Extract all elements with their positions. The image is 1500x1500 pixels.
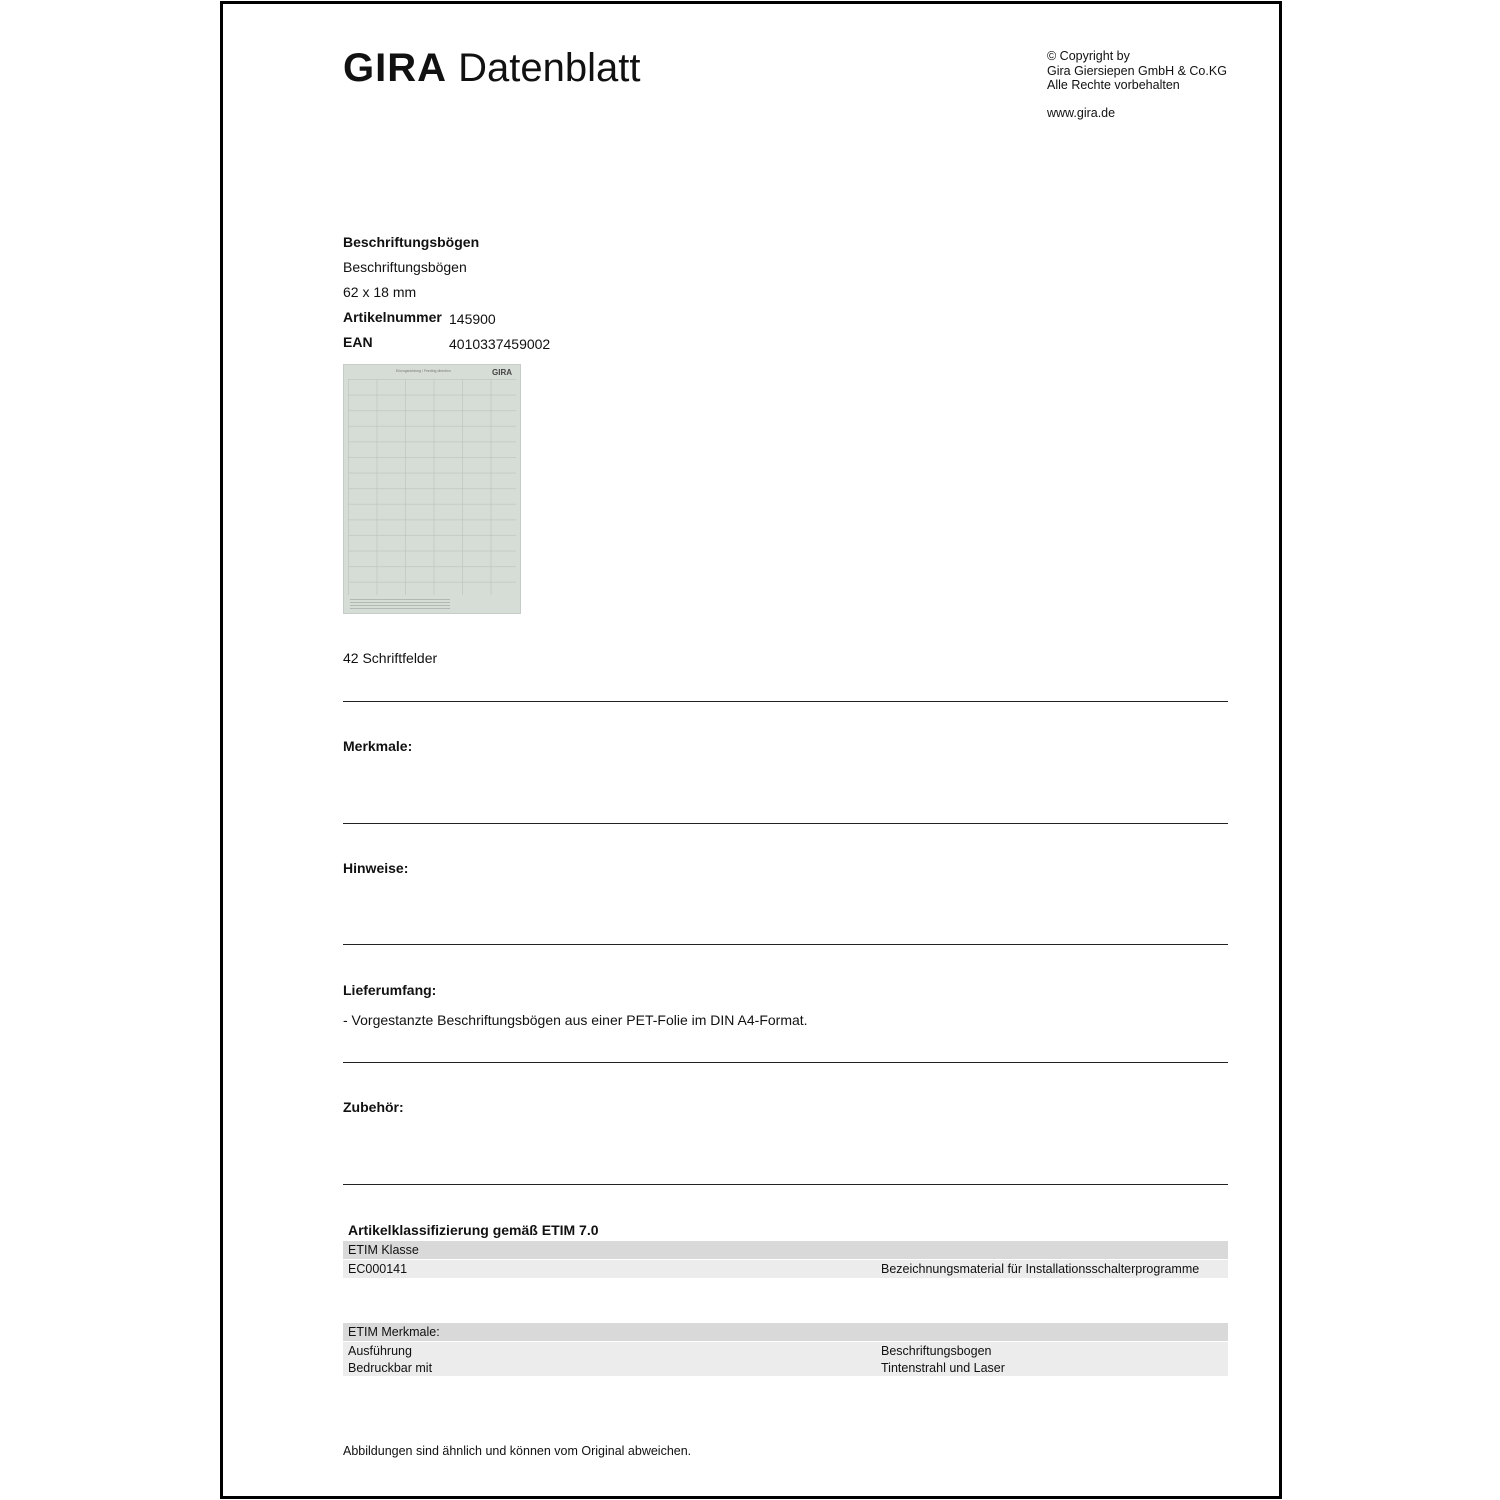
etim-feature-label: Bedruckbar mit [348,1361,433,1375]
table-row [343,1342,1228,1359]
lieferumfang-text: - Vorgestanzte Beschriftungsbögen aus einer PET-Folie im DIN A4-Format. [343,1012,808,1028]
product-size: 62 x 18 mm [343,284,417,300]
product-image [343,364,521,614]
etim-features-header-label: ETIM Merkmale: [348,1325,440,1339]
etim-class-header-label: ETIM Klasse [348,1243,419,1257]
product-title: Beschriftungsbögen [343,234,480,250]
label-grid [348,379,516,595]
divider [343,701,1228,702]
copyright-line: © Copyright by [1047,49,1130,63]
etim-feature-value: Beschriftungsbogen [881,1344,992,1358]
divider [343,1184,1228,1185]
brand-subtitle: Datenblatt [458,46,641,90]
etim-feature-label: Ausführung [348,1344,412,1358]
etim-title: Artikelklassifizierung gemäß ETIM 7.0 [348,1222,599,1238]
copyright-block [1047,49,1227,93]
ean-label: EAN [343,334,373,350]
brand-title [343,46,640,91]
zubehoer-heading: Zubehör: [343,1099,404,1115]
ean-value: 4010337459002 [449,336,551,352]
etim-feature-value: Tintenstrahl und Laser [881,1361,1005,1375]
etim-class-description: Bezeichnungsmaterial für Installationsschalterprogramme [881,1262,1200,1276]
hinweise-heading: Hinweise: [343,860,409,876]
sheet-footer-text [350,599,450,609]
sheet-logo: GIRA [492,368,512,377]
copyright-line: Gira Giersiepen GmbH & Co.KG [1047,63,1227,78]
product-name: Beschriftungsbögen [343,259,467,275]
product-caption: 42 Schriftfelder [343,650,438,666]
etim-class-code: EC000141 [348,1262,408,1276]
feeding-direction-hint: Einzugsrichtung / Feeding direction [396,369,451,373]
etim-features-header [343,1323,1228,1341]
disclaimer: Abbildungen sind ähnlich und können vom Original abweichen. [343,1444,692,1458]
article-number-label: Artikelnummer [343,309,442,325]
copyright-line: Alle Rechte vorbehalten [1047,78,1180,92]
table-row [343,1359,1228,1376]
article-number-value: 145900 [449,311,496,327]
divider [343,944,1228,945]
divider [343,823,1228,824]
brand-logo: GIRA [343,46,447,90]
website-link[interactable]: www.gira.de [1047,106,1116,120]
divider [343,1062,1228,1063]
etim-class-row [343,1260,1228,1278]
lieferumfang-heading: Lieferumfang: [343,982,437,998]
etim-class-header [343,1241,1228,1259]
merkmale-heading: Merkmale: [343,738,413,754]
